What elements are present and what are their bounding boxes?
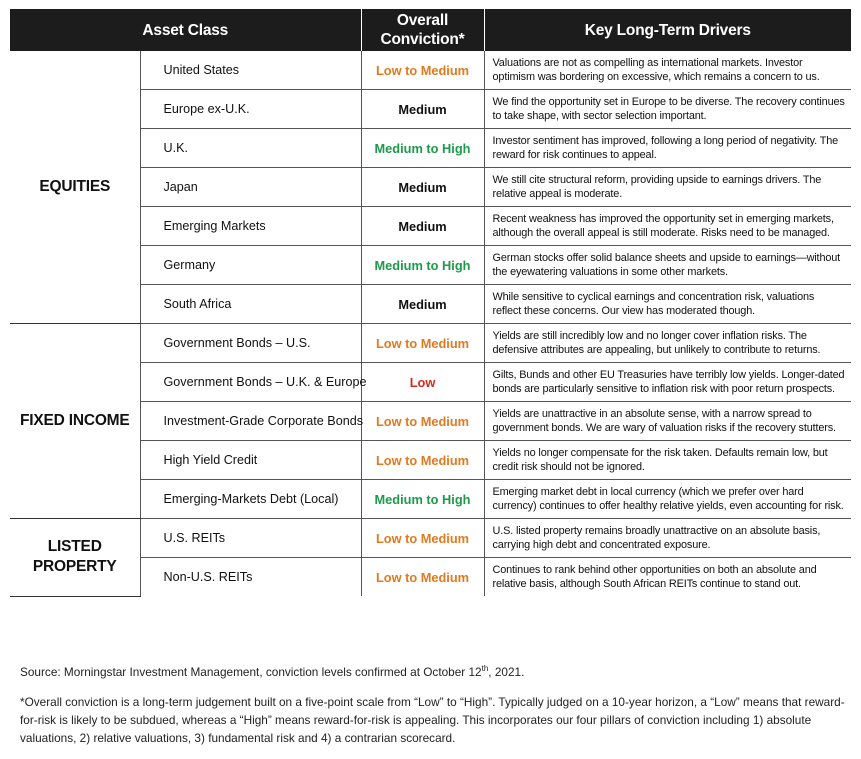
table-row xyxy=(10,324,851,363)
source-tail: , 2021. xyxy=(488,665,525,679)
asset-name: Investment-Grade Corporate Bonds xyxy=(140,402,361,441)
key-driver-text: German stocks offer solid balance sheets and upside to earnings—without the eyewatering valuations in some other markets. xyxy=(484,246,851,285)
conviction-level: Medium xyxy=(361,168,484,207)
conviction-level: Low to Medium xyxy=(361,402,484,441)
key-driver-text: We still cite structural reform, providing upside to earnings drivers. The relative appeal is moderate. xyxy=(484,168,851,207)
group-label-line: PROPERTY xyxy=(32,558,117,576)
key-driver-text: Gilts, Bunds and other EU Treasuries have terribly low yields. Longer-dated bonds are particularly sensitive to inflation risk with poor return prospects. xyxy=(484,363,851,402)
asset-name: U.K. xyxy=(140,129,361,168)
asset-name: High Yield Credit xyxy=(140,441,361,480)
key-driver-text: Emerging market debt in local currency (which we prefer over hard currency) continues to offer healthy relative yields, even accounting for risk. xyxy=(484,480,851,519)
key-driver-text: Recent weakness has improved the opportunity set in emerging markets, although the overall appeal is still moderate. Risks need to be managed. xyxy=(484,207,851,246)
key-driver-text: Yields are unattractive in an absolute sense, with a narrow spread to government bonds. We are wary of valuation risks if the recovery stutters. xyxy=(484,402,851,441)
asset-name: Japan xyxy=(140,168,361,207)
key-driver-text: Yields no longer compensate for the risk taken. Defaults remain low, but credit risk should not be ignored. xyxy=(484,441,851,480)
source-sup: th xyxy=(481,664,489,674)
group-label-line: EQUITIES xyxy=(39,178,111,195)
conviction-level: Medium to High xyxy=(361,480,484,519)
asset-name: Europe ex-U.K. xyxy=(140,90,361,129)
source-text: Source: Morningstar Investment Management, conviction levels confirmed at October 12 xyxy=(20,665,482,679)
conviction-level: Low to Medium xyxy=(361,519,484,558)
header-conviction-line1: Overall xyxy=(396,12,449,29)
table-row xyxy=(10,519,851,558)
asset-name: Emerging-Markets Debt (Local) xyxy=(140,480,361,519)
group-label xyxy=(10,324,140,519)
conviction-level: Medium xyxy=(361,207,484,246)
asset-name: Non-U.S. REITs xyxy=(140,558,361,597)
conviction-level: Low to Medium xyxy=(361,51,484,90)
asset-name: South Africa xyxy=(140,285,361,324)
key-driver-text: We find the opportunity set in Europe to be diverse. The recovery continues to take shape, with sector selection important. xyxy=(484,90,851,129)
header-conviction xyxy=(361,9,484,51)
conviction-level: Medium to High xyxy=(361,129,484,168)
conviction-footnote: *Overall conviction is a long-term judgement built on a five-point scale from “Low” to “High”. Typically judged on a 10-year horizon, a “Low” means that reward-for-risk is likely to be subdued, whereas a “High” means reward-for-risk is appealing. This incorporates our four pillars of conviction including 1) absolute valuations, 2) relative valuations, 3) fundamental risk and 4) a contrarian scorecard. xyxy=(20,695,845,745)
header-asset-class: Asset Class xyxy=(10,9,361,51)
asset-name: United States xyxy=(140,51,361,90)
table-row xyxy=(10,51,851,90)
asset-name: Government Bonds – U.S. xyxy=(140,324,361,363)
source-note xyxy=(20,663,850,681)
conviction-level: Medium xyxy=(361,285,484,324)
key-driver-text: Valuations are not as compelling as international markets. Investor optimism was bordering on excessive, which remains a concern to us. xyxy=(484,51,851,90)
key-driver-text: While sensitive to cyclical earnings and concentration risk, valuations reflect these concerns. Our view has moderated though. xyxy=(484,285,851,324)
conviction-level: Low xyxy=(361,363,484,402)
asset-name: U.S. REITs xyxy=(140,519,361,558)
asset-name: Government Bonds – U.K. & Europe xyxy=(140,363,361,402)
group-label-line: FIXED INCOME xyxy=(19,412,130,429)
group-label-line: LISTED xyxy=(47,538,102,556)
conviction-level: Low to Medium xyxy=(361,441,484,480)
group-label xyxy=(10,51,140,324)
conviction-level: Low to Medium xyxy=(361,324,484,363)
header-drivers: Key Long-Term Drivers xyxy=(484,9,851,51)
conviction-level: Low to Medium xyxy=(361,558,484,597)
asset-name: Germany xyxy=(140,246,361,285)
conviction-level: Medium xyxy=(361,90,484,129)
table-body xyxy=(10,51,851,596)
key-driver-text: Investor sentiment has improved, following a long period of negativity. The reward for risk continues to appeal. xyxy=(484,129,851,168)
key-driver-text: Continues to rank behind other opportunities on both an absolute and relative basis, although South African REITs continue to stand out. xyxy=(492,563,817,590)
table-header-row xyxy=(10,9,851,51)
footer xyxy=(20,663,850,747)
asset-name: Emerging Markets xyxy=(140,207,361,246)
key-driver-text: Yields are still incredibly low and no longer cover inflation risks. The defensive attributes are appealing, but unlikely to contribute to returns. xyxy=(484,324,851,363)
asset-class-table xyxy=(10,9,851,597)
conviction-level: Medium to High xyxy=(361,246,484,285)
header-conviction-line2: Conviction* xyxy=(380,31,465,48)
key-driver-text: U.S. listed property remains broadly unattractive on an absolute basis, carrying high debt and concentrated exposure. xyxy=(484,519,851,558)
asset-class-table-container xyxy=(10,9,851,597)
group-label xyxy=(10,519,140,597)
